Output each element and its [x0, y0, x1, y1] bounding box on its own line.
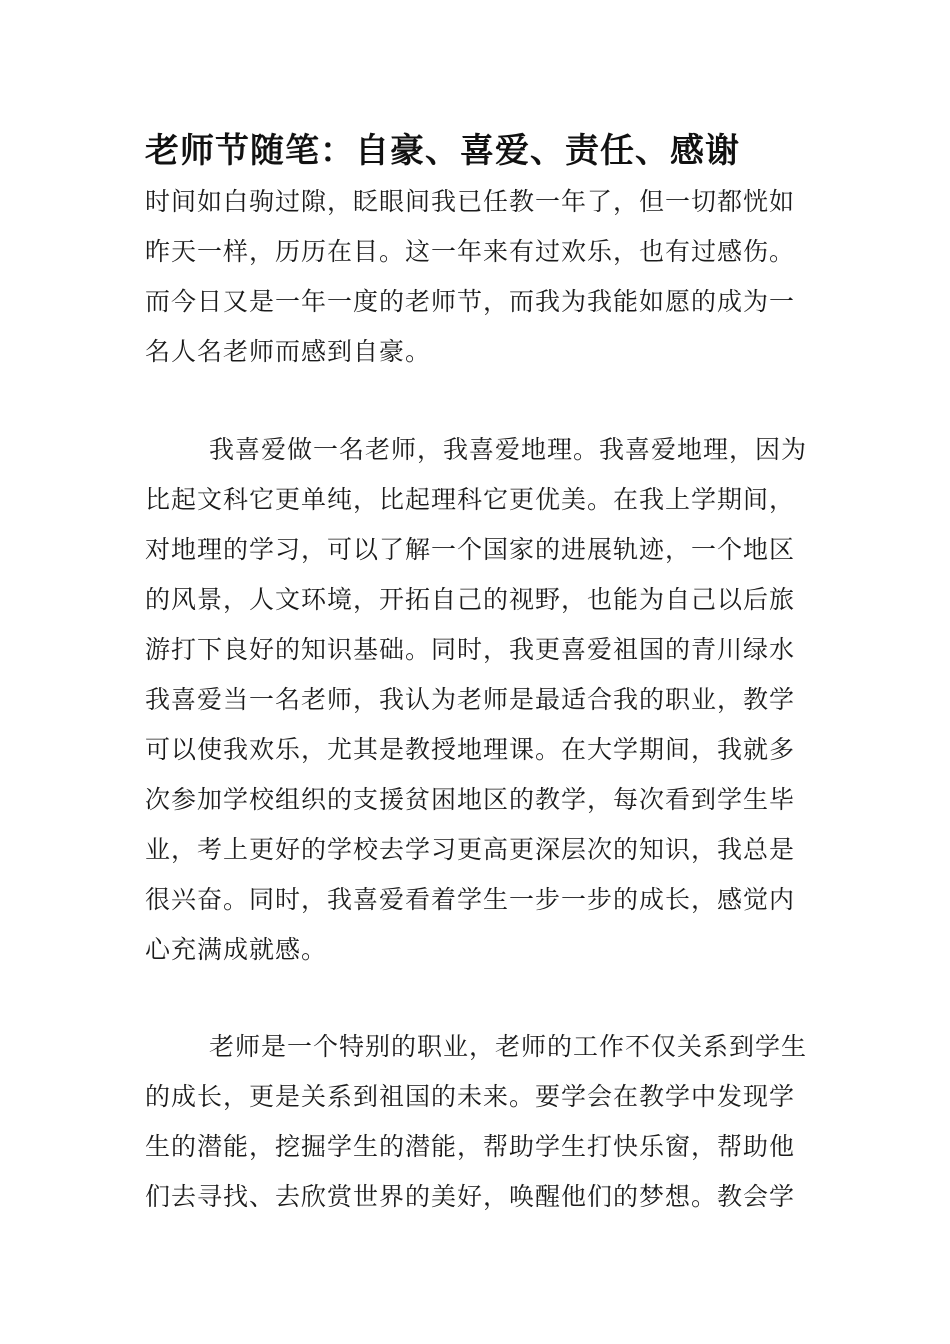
paragraph-line: 而今日又是一年一度的老师节，而我为我能如愿的成为一 [145, 287, 796, 316]
paragraph-3 [145, 1022, 807, 1222]
paragraph-line: 很兴奋。同时，我喜爱看着学生一步一步的成长，感觉内 [145, 885, 796, 914]
paragraph-line: 可以使我欢乐，尤其是教授地理课。在大学期间，我就多 [145, 735, 796, 764]
paragraph-line: 我喜爱做一名老师，我喜爱地理。我喜爱地理，因为 [209, 435, 807, 464]
paragraph-line: 名人名老师而感到自豪。 [145, 337, 432, 366]
paragraph-line: 们去寻找、去欣赏世界的美好，唤醒他们的梦想。教会学 [145, 1182, 796, 1211]
paragraph-line: 业，考上更好的学校去学习更高更深层次的知识，我总是 [145, 835, 796, 864]
paragraph-line: 老师是一个特别的职业，老师的工作不仅关系到学生 [209, 1032, 807, 1061]
paragraph-line: 生的潜能，挖掘学生的潜能，帮助学生打快乐窗，帮助他 [145, 1132, 796, 1161]
paragraph-line: 我喜爱当一名老师，我认为老师是最适合我的职业，教学 [145, 685, 796, 714]
paragraph-1 [145, 177, 807, 377]
paragraph-line: 对地理的学习，可以了解一个国家的进展轨迹，一个地区 [145, 535, 796, 564]
paragraph-line: 次参加学校组织的支援贫困地区的教学，每次看到学生毕 [145, 785, 796, 814]
document-title: 老师节随笔：自豪、喜爱、责任、感谢 [145, 131, 740, 171]
paragraph-line: 游打下良好的知识基础。同时，我更喜爱祖国的青川绿水 [145, 635, 796, 664]
paragraph-line: 心充满成就感。 [145, 935, 328, 964]
paragraph-line: 的成长，更是关系到祖国的未来。要学会在教学中发现学 [145, 1082, 796, 1111]
paragraph-line: 比起文科它更单纯，比起理科它更优美。在我上学期间， [145, 485, 796, 514]
paragraph-line: 昨天一样，历历在目。这一年来有过欢乐，也有过感伤。 [145, 237, 796, 266]
paragraph-2 [145, 425, 807, 975]
paragraph-line: 时间如白驹过隙，眨眼间我已任教一年了，但一切都恍如 [145, 187, 796, 216]
paragraph-line: 的风景，人文环境，开拓自己的视野，也能为自己以后旅 [145, 585, 796, 614]
